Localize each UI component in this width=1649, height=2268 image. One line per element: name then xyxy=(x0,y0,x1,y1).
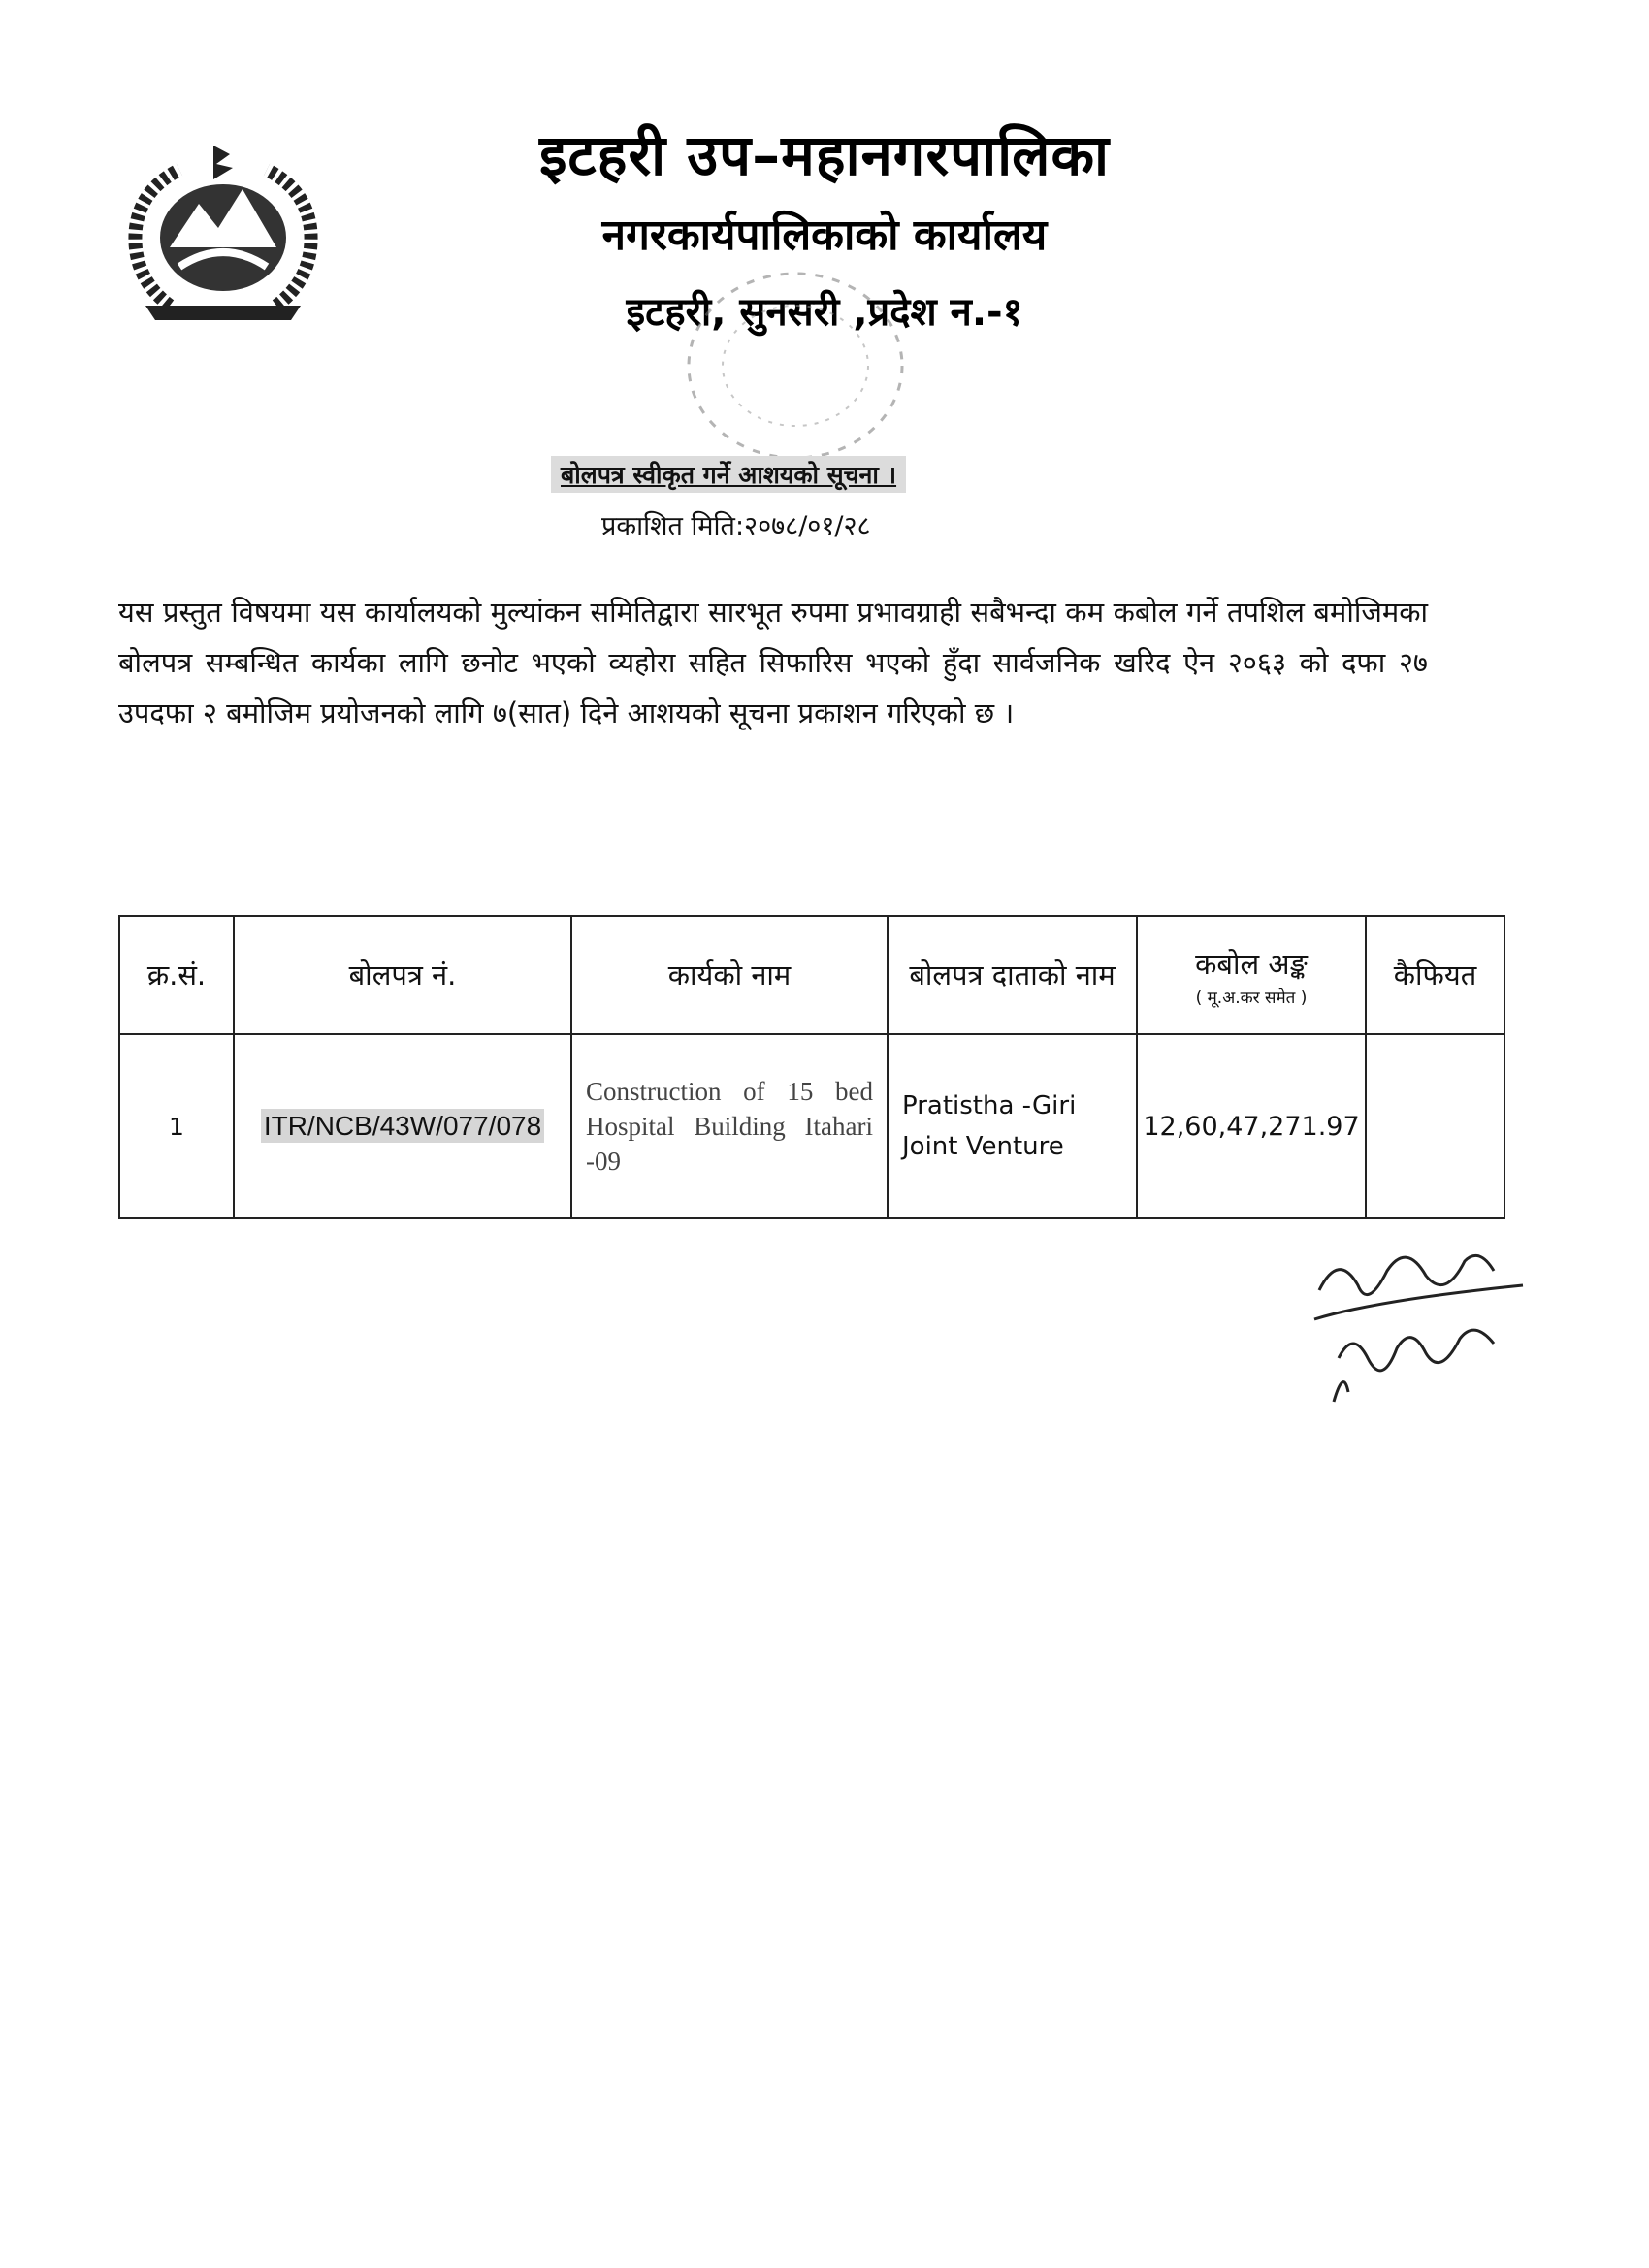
cell-remarks xyxy=(1366,1034,1504,1218)
amount-header-note: ( मू.अ.कर समेत ) xyxy=(1195,988,1308,1008)
office-address: इटहरी, सुनसरी ,प्रदेश न.-१ xyxy=(626,290,1023,335)
office-name: नगरकार्यपालिकाको कार्यालय xyxy=(601,211,1048,260)
table-header-row xyxy=(119,916,1504,1034)
cell-amount: 12,60,47,271.97 xyxy=(1137,1034,1366,1218)
cell-bid-no xyxy=(234,1034,571,1218)
col-header-sn: क्र.सं. xyxy=(119,916,234,1034)
bid-table xyxy=(118,915,1505,1219)
cell-bidder: Pratistha -Giri Joint Venture xyxy=(888,1034,1137,1218)
bid-number: ITR/NCB/43W/077/078 xyxy=(261,1109,544,1143)
notice-body: यस प्रस्तुत विषयमा यस कार्यालयको मुल्यांकन समितिद्वारा सारभूत रुपमा प्रभावग्राही सबैभन्दा कम कबोल गर्ने तपशिल बमोजिमका बोलपत्र सम्बन्धित कार्यका लागि छनोट भएको व्यहोरा सहित सिफारिस भएको हुँदा सार्वजनिक खरिद ऐन २०६३ को दफा २७ उपदफा २ बमोजिम प्रयोजनको लागि ७(सात) दिने आशयको सूचना प्रकाशन गरिएको छ । xyxy=(118,596,1428,729)
notice-subject: बोलपत्र स्वीकृत गर्ने आशयको सूचना । xyxy=(551,456,906,493)
published-date: प्रकाशित मिति:२०७८/०१/२८ xyxy=(601,511,871,541)
municipality-title: इटहरी उप–महानगरपालिका xyxy=(538,122,1111,188)
amount-header-label: कबोल अङ्क xyxy=(1195,948,1308,981)
col-header-bid-no: बोलपत्र नं. xyxy=(234,916,571,1034)
cell-sn: 1 xyxy=(119,1034,234,1218)
office-stamp-icon xyxy=(660,254,931,477)
handwritten-signature-icon xyxy=(1300,1232,1533,1407)
col-header-remarks: कैफियत xyxy=(1366,916,1504,1034)
col-header-bidder: बोलपत्र दाताको नाम xyxy=(888,916,1137,1034)
cell-work-name: Construction of 15 bed Hospital Building Itahari -09 xyxy=(571,1034,888,1218)
col-header-amount xyxy=(1137,916,1366,1034)
table-row xyxy=(119,1034,1504,1218)
col-header-work-name: कार्यको नाम xyxy=(571,916,888,1034)
